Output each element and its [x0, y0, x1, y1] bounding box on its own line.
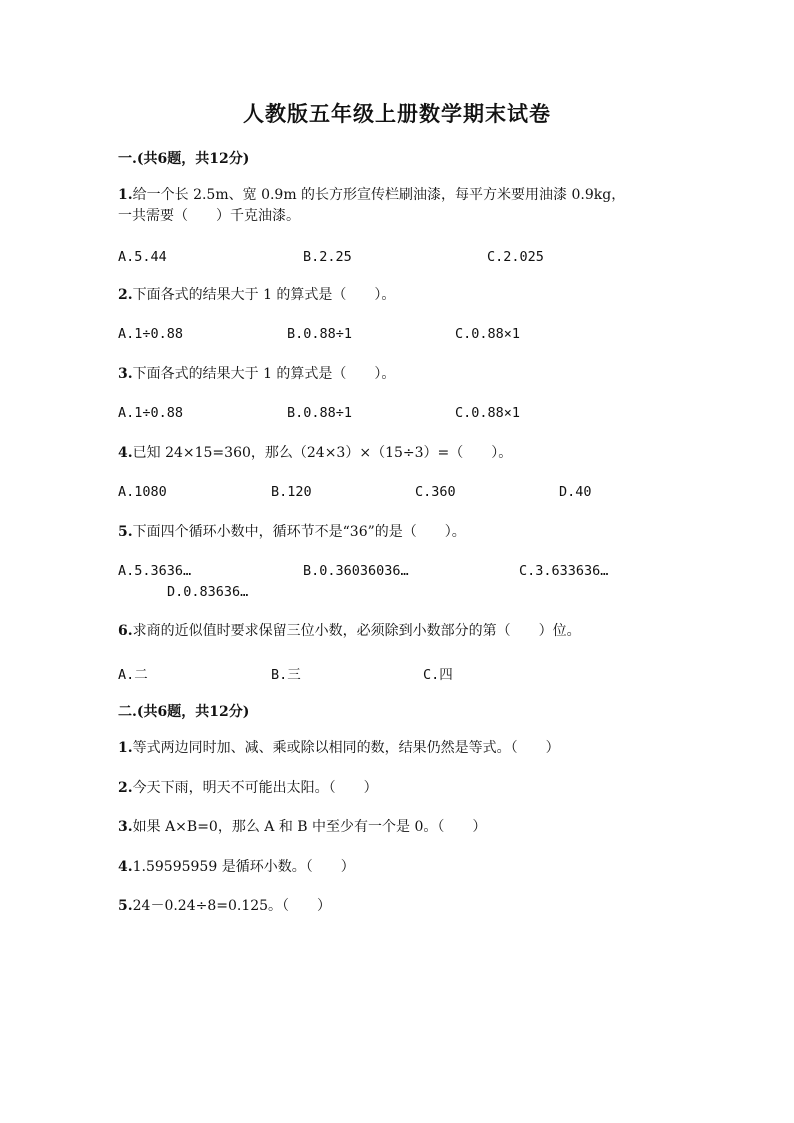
- question-text: 24－0.24÷8=0.125。（ ）: [132, 898, 332, 914]
- option-b[interactable]: B.2.25: [303, 249, 352, 265]
- question-number: 1.: [118, 187, 133, 203]
- option-a[interactable]: A.1080: [118, 484, 167, 500]
- question-number: 3.: [118, 366, 133, 382]
- section-2-header: 二.(共6题，共12分): [118, 704, 250, 720]
- question-5: [118, 522, 688, 543]
- question-3: [118, 364, 688, 385]
- judgement-question-4[interactable]: [118, 857, 688, 878]
- question-number: 2.: [118, 780, 133, 796]
- question-1: [118, 185, 688, 227]
- judgement-question-2[interactable]: [118, 778, 688, 799]
- question-text: 下面各式的结果大于 1 的算式是（ ）。: [132, 366, 396, 382]
- question-text: 1.59595959 是循环小数。（ ）: [132, 859, 355, 875]
- judgement-question-3[interactable]: [118, 817, 688, 838]
- section-1-header: 一.(共6题，共12分): [118, 151, 250, 167]
- page-title: 人教版五年级上册数学期末试卷: [243, 101, 551, 126]
- question-number: 5.: [118, 524, 133, 540]
- question-number: 6.: [118, 623, 133, 639]
- question-text: 今天下雨，明天不可能出太阳。（ ）: [132, 780, 378, 796]
- option-a[interactable]: A.5.44: [118, 249, 167, 265]
- question-text: 给一个长 2.5m、宽 0.9m 的长方形宣传栏刷油漆，每平方米要用油漆 0.9kg，: [132, 187, 626, 203]
- question-text: 如果 A×B=0，那么 A 和 B 中至少有一个是 0。（ ）: [132, 819, 487, 835]
- question-text: 已知 24×15=360，那么（24×3）×（15÷3）=（ ）。: [132, 445, 513, 461]
- option-a[interactable]: A.二: [118, 667, 148, 683]
- question-number: 2.: [118, 287, 133, 303]
- judgement-question-1[interactable]: [118, 738, 688, 759]
- option-a[interactable]: A.1÷0.88: [118, 326, 184, 342]
- option-b[interactable]: B.三: [271, 667, 301, 683]
- question-text: 等式两边同时加、减、乘或除以相同的数，结果仍然是等式。（ ）: [132, 740, 560, 756]
- question-text: 下面四个循环小数中，循环节不是“36”的是（ ）。: [132, 524, 466, 540]
- option-c[interactable]: C.2.025: [487, 249, 544, 265]
- question-number: 1.: [118, 740, 133, 756]
- question-number: 5.: [118, 898, 133, 914]
- option-c[interactable]: C.3.633636…: [519, 563, 609, 579]
- question-6: [118, 621, 688, 642]
- option-d[interactable]: D.40: [559, 484, 592, 500]
- question-number: 4.: [118, 445, 133, 461]
- question-number: 4.: [118, 859, 133, 875]
- option-b[interactable]: B.0.88÷1: [287, 326, 353, 342]
- question-number: 3.: [118, 819, 133, 835]
- option-c[interactable]: C.360: [415, 484, 456, 500]
- question-text: 求商的近似值时要求保留三位小数，必须除到小数部分的第（ ）位。: [132, 623, 581, 639]
- question-text-line2: 一共需要（ ）千克油漆。: [118, 208, 300, 224]
- option-c[interactable]: C.四: [423, 667, 453, 683]
- question-text: 下面各式的结果大于 1 的算式是（ ）。: [132, 287, 396, 303]
- option-c[interactable]: C.0.88×1: [455, 405, 521, 421]
- option-b[interactable]: B.120: [271, 484, 312, 500]
- option-d[interactable]: D.0.83636…: [167, 584, 249, 600]
- option-a[interactable]: A.1÷0.88: [118, 405, 184, 421]
- question-4: [118, 443, 688, 464]
- option-a[interactable]: A.5.3636…: [118, 563, 192, 579]
- option-b[interactable]: B.0.88÷1: [287, 405, 353, 421]
- option-c[interactable]: C.0.88×1: [455, 326, 521, 342]
- question-2: [118, 285, 688, 306]
- option-b[interactable]: B.0.36036036…: [303, 563, 409, 579]
- judgement-question-5[interactable]: [118, 896, 688, 917]
